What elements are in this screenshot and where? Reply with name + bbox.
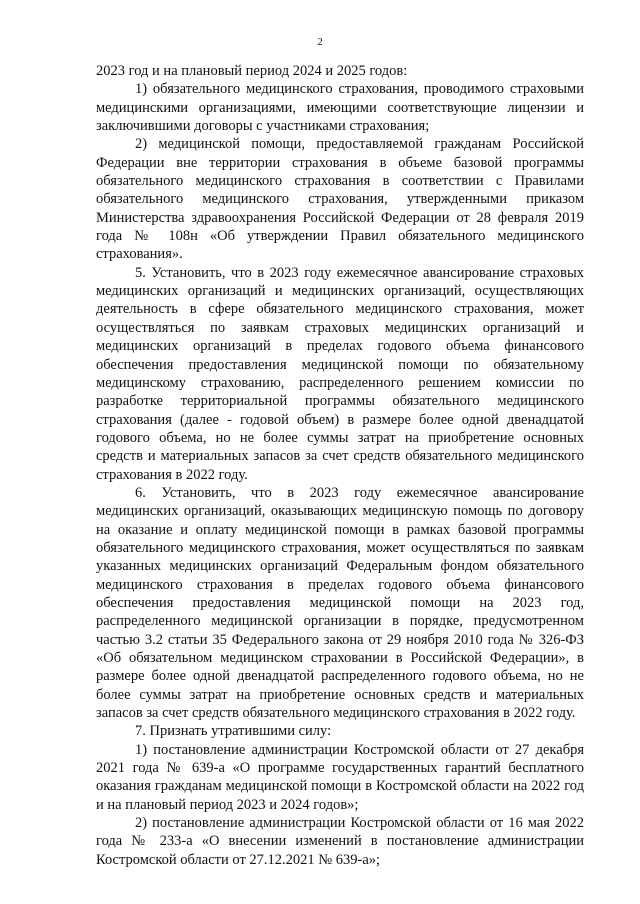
- document-body: [96, 62, 584, 869]
- paragraph-repeal-item-2: 2) постановление администрации Костромской области от 16 мая 2022 года № 233-а «О внесении изменений в постановление администрации Костромской области от 27.12.2021 № 639-а»;: [96, 815, 584, 868]
- paragraph-item-1: 1) обязательного медицинского страхования, проводимого страховыми медицинскими организациями, имеющими соответствующие лицензии и заключившими договоры с участниками страхования;: [96, 81, 584, 135]
- paragraph-clause-5: 5. Установить, что в 2023 году ежемесячное авансирование страховых медицинских организаций и медицинских организаций, осуществляющих деятельность в сфере обязательного медицинского страхования, может осуществляться по заявкам страховых медицинских организаций и медицинских организаций в пределах годового объема финансового обеспечения предоставления медицинской помощи по обязательному медицинскому страхованию, распределенного решением комиссии по разработке территориальной программы обязательного медицинского страхования (далее - годовой объем) в размере более одной двенадцатой годового объема, но не более суммы затрат на приобретение основных средств и материальных запасов за счет средств обязательного медицинского страхования в 2022 году.: [96, 264, 584, 483]
- paragraph-continuation: 2023 год и на плановый период 2024 и 2025 годов:: [96, 63, 408, 79]
- page-number: 2: [317, 36, 323, 48]
- paragraph-clause-7: 7. Признать утратившими силу:: [135, 723, 332, 740]
- paragraph-repeal-item-1: 1) постановление администрации Костромской области от 27 декабря 2021 года № 639-а «О программе государственных гарантий бесплатного оказания гражданам медицинской помощи в Костромской области на 2022 год и на плановый период 2023 и 2024 годов»;: [96, 741, 584, 813]
- paragraph-clause-6: 6. Установить, что в 2023 году ежемесячное авансирование медицинских организаций, оказывающих медицинскую помощь по договору на оказание и оплату медицинской помощи в рамках базовой программы обязательного медицинского страхования, может осуществляться по заявкам указанных медицинских организаций Федеральным фондом обязательного медицинского страхования в пределах годового объема финансового обеспечения предоставления медицинской помощи на 2023 год, распределенного медицинской организации в порядке, предусмотренном частью 3.2 статьи 35 Федерального закона от 29 ноября 2010 года № 326-ФЗ «Об обязательном медицинском страховании в Российской Федерации», в размере более одной двенадцатой распределенного годового объема, но не более суммы затрат на приобретение основных средств и материальных запасов за счет средств обязательного медицинского страхования в 2022 году.: [96, 484, 584, 722]
- paragraph-item-2: 2) медицинской помощи, предоставляемой гражданам Российской Федерации вне территории страхования в объеме базовой программы обязательного медицинского страхования в соответствии с Правилами обязательного медицинского страхования, утвержденными приказом Министерства здравоохранения Российской Федерации от 28 февраля 2019 года № 108н «Об утверждении Правил обязательного медицинского страхования».: [96, 136, 584, 263]
